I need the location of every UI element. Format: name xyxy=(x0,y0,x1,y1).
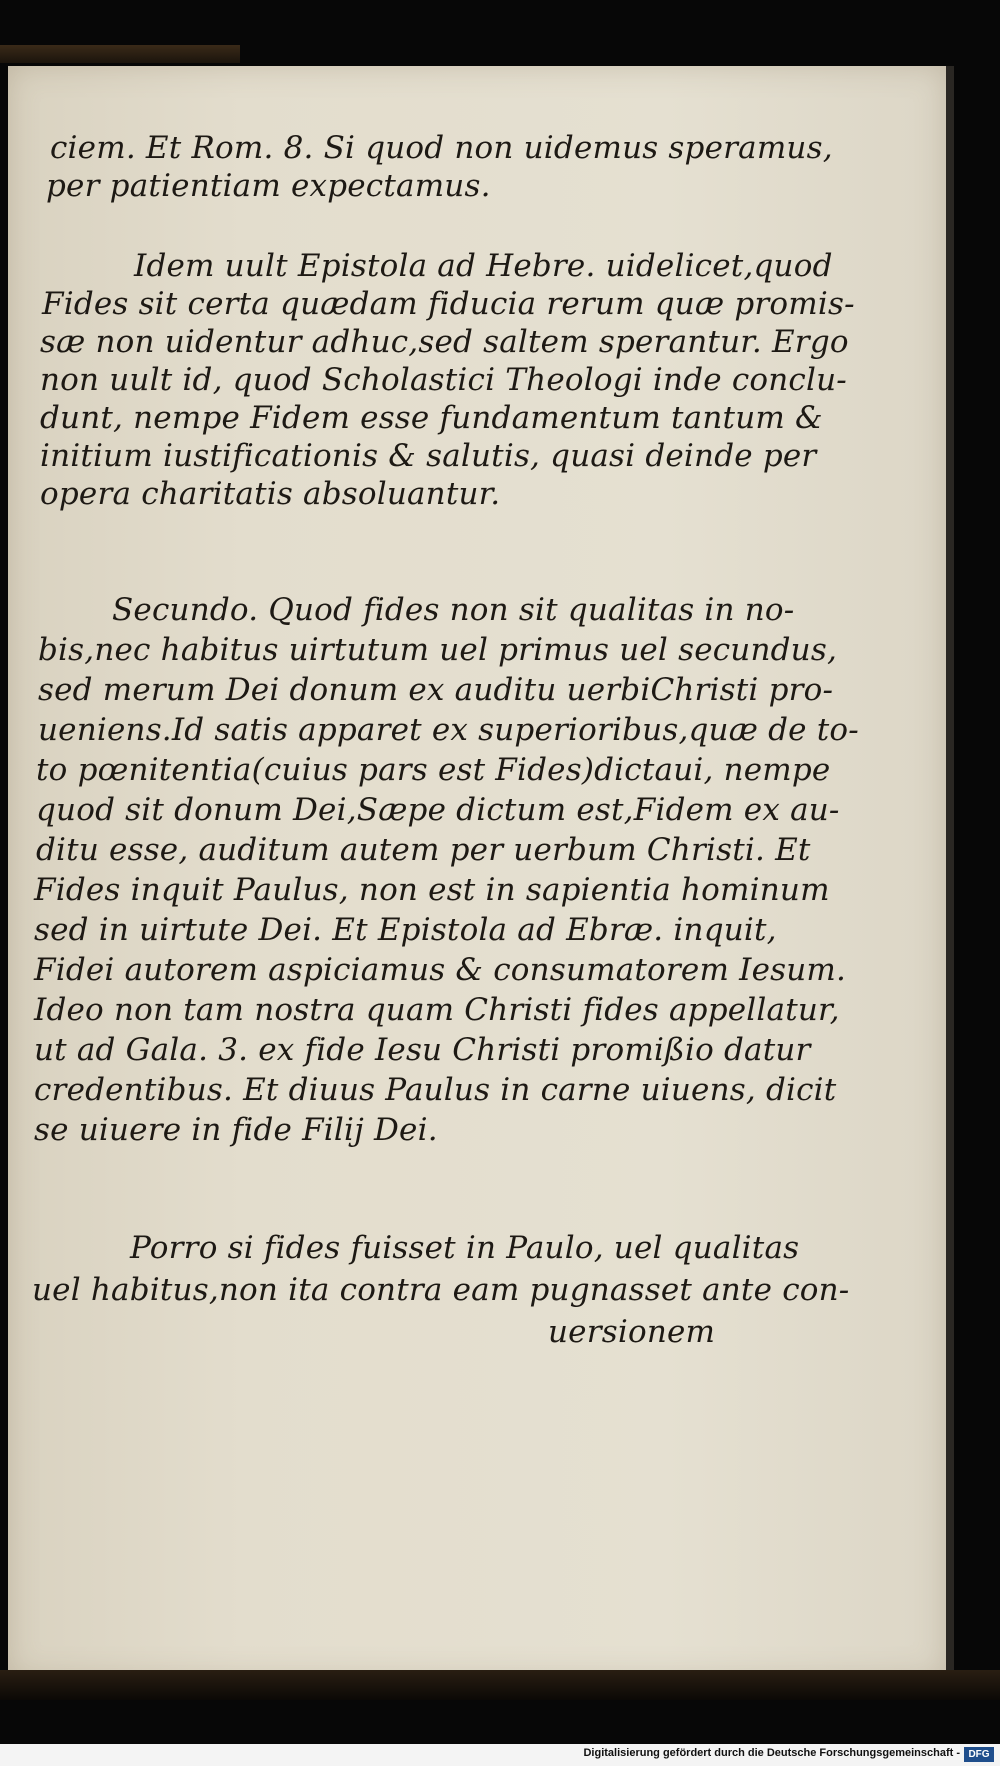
text-line: credentibus. Et diuus Paulus in carne uiuens, dicit xyxy=(34,1072,837,1108)
catchword: uersionem xyxy=(548,1314,716,1350)
text-line: per patientiam expectamus. xyxy=(46,168,491,204)
text-line: dunt, nempe Fidem esse fundamentum tantum & xyxy=(40,400,823,436)
text-line: initium iustificationis & salutis, quasi deinde per xyxy=(40,438,817,474)
footer-credit: Digitalisierung gefördert durch die Deutsche Forschungsgemeinschaft - xyxy=(583,1747,960,1759)
text-line: Idem uult Epistola ad Hebre. uidelicet,quod xyxy=(134,248,833,284)
text-line: se uiuere in fide Filij Dei. xyxy=(34,1112,438,1148)
text-line: ditu esse, auditum autem per uerbum Christi. Et xyxy=(36,832,811,868)
text-line: Porro si fides fuisset in Paulo, uel qualitas xyxy=(130,1230,800,1266)
text-line: quod sit donum Dei,Sæpe dictum est,Fidem ex au- xyxy=(36,792,840,828)
text-line: Fidei autorem aspiciamus & consumatorem Iesum. xyxy=(34,952,847,988)
text-line: ciem. Et Rom. 8. Si quod non uidemus speramus, xyxy=(50,130,833,166)
text-line: bis,nec habitus uirtutum uel primus uel secundus, xyxy=(38,632,838,668)
text-line: Fides inquit Paulus, non est in sapientia hominum xyxy=(34,872,830,908)
text-line: Secundo. Quod fides non sit qualitas in no- xyxy=(112,592,795,628)
text-line: Fides sit certa quædam fiducia rerum quæ promis- xyxy=(42,286,855,322)
book-page-edge xyxy=(946,66,954,1678)
dfg-logo: DFG xyxy=(964,1747,994,1762)
text-line: opera charitatis absoluantur. xyxy=(40,476,501,512)
digitization-footer xyxy=(0,1744,1000,1766)
book-top-edge xyxy=(0,45,240,63)
text-line: sed merum Dei donum ex auditu uerbiChristi pro- xyxy=(38,672,834,708)
text-line: ut ad Gala. 3. ex fide Iesu Christi promißio datur xyxy=(34,1032,811,1068)
text-line: Ideo non tam nostra quam Christi fides appellatur, xyxy=(34,992,840,1028)
text-line: uel habitus,non ita contra eam pugnasset ante con- xyxy=(32,1272,850,1308)
page-text xyxy=(8,66,946,1678)
text-line: non uult id, quod Scholastici Theologi inde conclu- xyxy=(40,362,847,398)
text-line: sed in uirtute Dei. Et Epistola ad Ebræ. inquit, xyxy=(34,912,777,948)
text-line: ueniens.Id satis apparet ex superioribus,quæ de to- xyxy=(38,712,859,748)
text-line: to pœnitentia(cuius pars est Fides)dictaui, nempe xyxy=(36,752,831,788)
text-line: sæ non uidentur adhuc,sed saltem sperantur. Ergo xyxy=(40,324,849,360)
